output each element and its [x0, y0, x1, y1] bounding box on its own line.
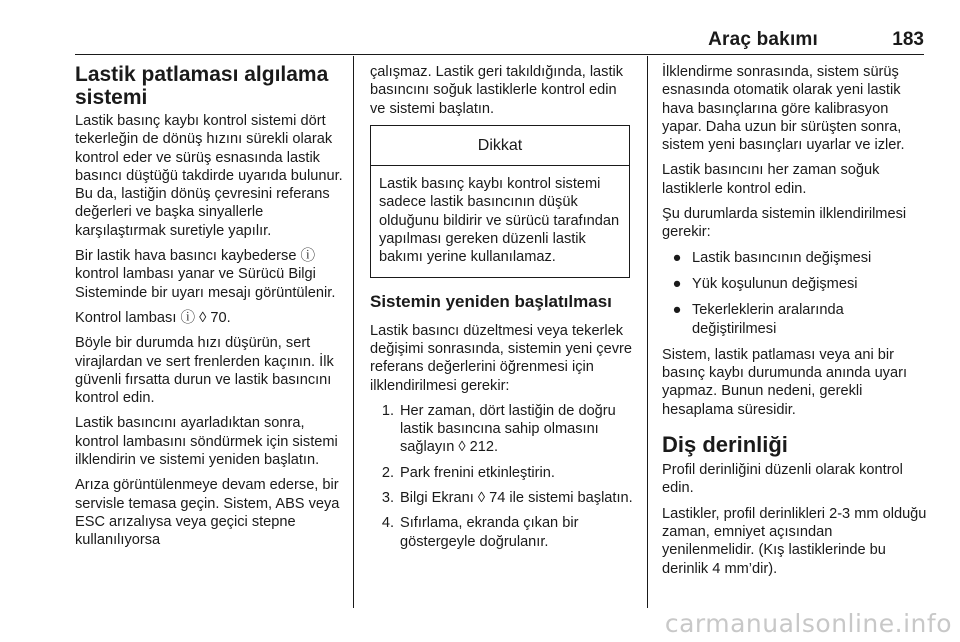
bullet-icon: ● [672, 275, 682, 292]
warning-title: Dikkat [371, 126, 629, 166]
list-item [662, 249, 928, 267]
list-number: 1. [381, 402, 394, 419]
section-heading-tire-deflation: Lastik patlaması algılama sistemi [75, 63, 329, 109]
bullet-list [662, 249, 928, 338]
paragraph: İlklendirme sonrasında, sistem sürüş esnasında otomatik olarak yeni lastik hava basınçlarına göre kalibrasyon yapar. Daha uzun bir sürüşten sonra, sistem yeni basınçları uyarlar ve izler. [662, 64, 905, 154]
list-number: 4. [381, 515, 394, 532]
column-1 [75, 63, 345, 557]
paragraph: Bir lastik hava basıncı kaybederse ⓘ kontrol lambası yanar ve Sürücü Bilgi Sisteminde bir uyarı mesajı görüntülenir. [75, 248, 336, 301]
list-text: Sıfırlama, ekranda çıkan bir göstergeyle doğrulanır. [400, 515, 579, 550]
list-text: Bilgi Ekranı ◊ 74 ile sistemi başlatın. [400, 490, 633, 507]
paragraph: Lastik basıncı düzeltmesi veya tekerlek değişimi sonrasında, sistemin yeni çevre referans değerlerini öğrenmesi için ilklendirilmesi gerekir: [370, 322, 632, 394]
list-number: 2. [381, 464, 394, 481]
paragraph: Lastik basıncını ayarladıktan sonra, kontrol lambasını söndürmek için sistemi ilklendirin ve sistemi yeniden başlatın. [75, 415, 338, 469]
list-text: Her zaman, dört lastiğin de doğru lastik basıncına sahip olmasını sağlayın ◊ 212. [400, 402, 616, 456]
paragraph: Profil derinliğini düzenli olarak kontrol edin. [662, 462, 903, 497]
list-number: 3. [381, 490, 394, 507]
section-heading-system-restart: Sistemin yeniden başlatılması [370, 291, 612, 311]
header-title: Araç bakımı [708, 29, 818, 50]
column-3 [662, 63, 928, 585]
list-item [370, 464, 634, 482]
numbered-list [370, 402, 634, 551]
warning-body: Lastik basınç kaybı kontrol sistemi sadece lastik basıncının düşük olduğunu bildirir ve sürücü tarafından yapılması gereken düzenli lastik bakımı yerine kullanılamaz. [379, 176, 620, 266]
list-text: Yük koşulunun değişmesi [692, 275, 858, 292]
warning-box [370, 125, 630, 278]
header-rule [75, 54, 924, 55]
list-text: Tekerleklerin aralarında değiştirilmesi [692, 302, 844, 337]
list-item [370, 489, 634, 507]
column-divider-1 [353, 56, 354, 608]
paragraph: Sistem, lastik patlaması veya ani bir basınç kaybı durumunda anında uyarı yapmaz. Bunun nedeni, gerekli hesaplama süresidir. [662, 346, 908, 418]
column-divider-2 [647, 56, 648, 608]
watermark: carmanualsonline.info [664, 609, 952, 638]
bullet-icon: ● [672, 302, 682, 319]
paragraph: Arıza görüntülenmeye devam ederse, bir servisle temasa geçin. Sistem, ABS veya ESC arızalıysa veya geçici stepne kullanılıyorsa [75, 477, 340, 549]
list-text: Park frenini etkinleştirin. [400, 464, 555, 481]
column-2 [370, 63, 634, 558]
list-item [662, 275, 928, 293]
paragraph: çalışmaz. Lastik geri takıldığında, lastik basıncını soğuk lastiklerle kontrol edin ve sistemi başlatın. [370, 64, 624, 117]
section-heading-tread-depth: Diş derinliği [662, 432, 788, 458]
bullet-icon: ● [672, 249, 682, 266]
page-number: 183 [892, 29, 924, 50]
list-item [662, 301, 928, 338]
list-item [370, 402, 634, 457]
paragraph: Kontrol lambası ⓘ ◊ 70. [75, 309, 231, 326]
list-item [370, 514, 634, 551]
list-text: Lastik basıncının değişmesi [692, 249, 872, 266]
paragraph: Lastikler, profil derinlikleri 2-3 mm olduğu zaman, emniyet açısından yenilenmelidir. (Kış lastiklerinde bu derinlik 4 mm’dir). [662, 505, 927, 577]
paragraph: Lastik basıncını her zaman soğuk lastiklerle kontrol edin. [662, 162, 880, 197]
paragraph: Şu durumlarda sistemin ilklendirilmesi gerekir: [662, 206, 907, 241]
paragraph: Lastik basınç kaybı kontrol sistemi dört tekerleğin de dönüş hızını sürekli olarak kontrol eder ve sürüş esnasında lastik basıncı düştüğü takdirde uyarıda bulunur. Bu da, lastiğin dönüş çevresini referans değerleri ve başka sinyallerle karşılaştırmak suretiyle yapılır. [75, 113, 343, 239]
paragraph: Böyle bir durumda hızı düşürün, sert virajlardan ve sert frenlerden kaçının. İlk güvenli fırsatta durun ve lastik basıncını kontrol edin. [75, 335, 334, 407]
